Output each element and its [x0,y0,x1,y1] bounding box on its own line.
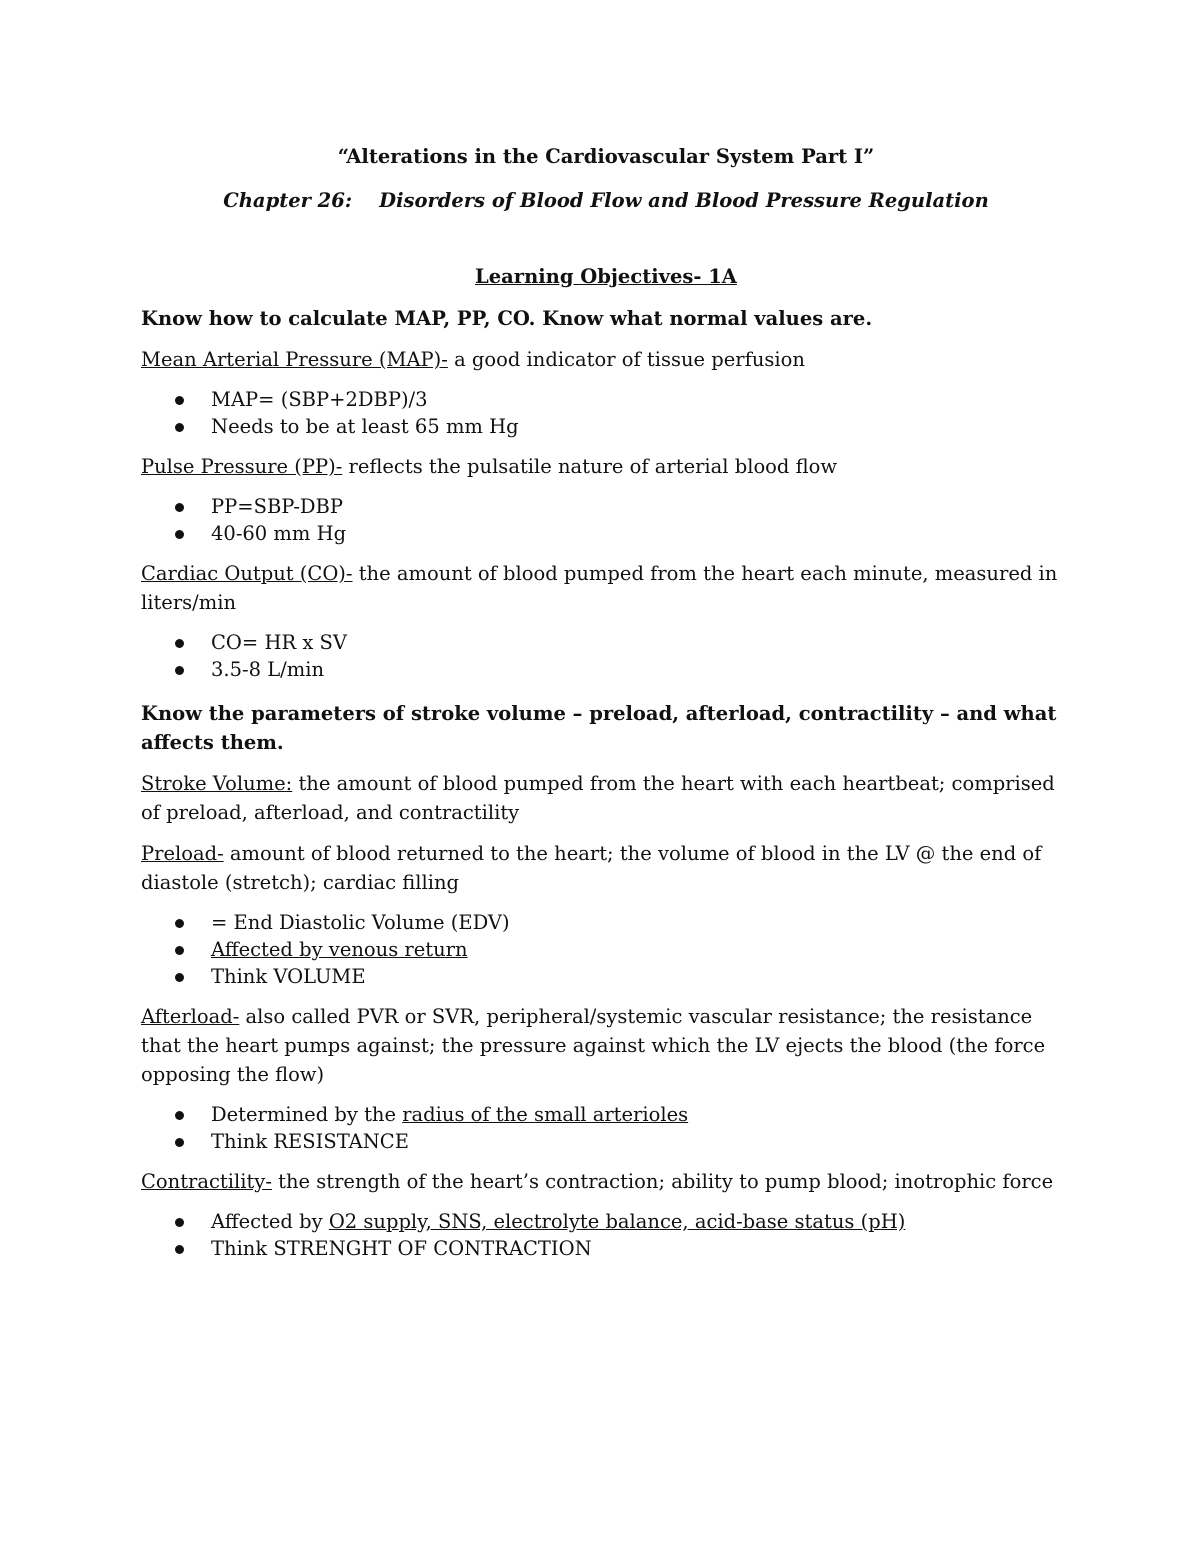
contractility-text: the strength of the heart’s contraction; ability to pump blood; inotrophic force [271,1170,1054,1193]
bullet-underlined-text: O2 supply, SNS, electrolyte balance, acid-base status (pH) [328,1210,906,1233]
list-item [141,936,1071,963]
pp-text: reflects the pulsatile nature of arterial blood flow [342,455,838,478]
co-text: the amount of blood pumped from the heart each minute, measured in liters/min [141,562,1058,614]
bullet-icon [175,530,184,539]
chapter-heading: Chapter 26: Disorders of Blood Flow and Blood Pressure Regulation [223,189,989,212]
list-item [141,963,1071,990]
pp-term: Pulse Pressure (PP)- [141,455,343,478]
bullet-text: PP=SBP-DBP [211,495,343,518]
contractility-term: Contractility- [141,1170,272,1193]
list-item [141,656,1071,683]
stroke-volume-definition [141,769,1071,827]
list-item [141,629,1071,656]
bullet-text: 40-60 mm Hg [211,522,347,545]
bullet-text: Needs to be at least 65 mm Hg [211,415,519,438]
learning-objectives-heading: Learning Objectives- 1A [475,265,737,288]
co-definition [141,559,1071,617]
map-definition [141,345,1071,374]
list-item [141,909,1071,936]
document-title: “Alterations in the Cardiovascular System Part I” [337,145,875,168]
preload-term: Preload- [141,842,224,865]
bullet-text: = End Diastolic Volume (EDV) [211,911,510,934]
bullet-icon [175,919,184,928]
list-item [141,413,1071,440]
afterload-definition [141,1002,1071,1089]
bullet-icon [175,666,184,675]
stroke-volume-text: the amount of blood pumped from the heart with each heartbeat; comprised of preload, afterload, and contractility [141,772,1055,824]
bullet-icon [175,503,184,512]
afterload-bullet-list [141,1101,1071,1155]
afterload-text: also called PVR or SVR, peripheral/systemic vascular resistance; the resistance that the heart pumps against; the pressure against which the LV ejects the blood (the force opposing the flow) [141,1005,1046,1086]
objective-question-1: Know how to calculate MAP, PP, CO. Know what normal values are. [141,307,873,330]
bullet-text: Think STRENGHT OF CONTRACTION [211,1237,592,1260]
preload-bullet-list [141,909,1071,990]
preload-text: amount of blood returned to the heart; the volume of blood in the LV @ the end of diastole (stretch); cardiac filling [141,842,1042,894]
bullet-text: Determined by the [211,1103,403,1126]
preload-definition [141,839,1071,897]
bullet-icon [175,639,184,648]
list-item [141,1235,1071,1262]
bullet-text: 3.5-8 L/min [211,658,325,681]
co-term: Cardiac Output (CO)- [141,562,353,585]
stroke-volume-term: Stroke Volume: [141,772,293,795]
list-item [141,1128,1071,1155]
list-item [141,1101,1071,1128]
bullet-text: Think VOLUME [211,965,366,988]
bullet-text: CO= HR x SV [211,631,347,654]
bullet-icon [175,946,184,955]
bullet-text: Affected by venous return [211,938,468,961]
map-term: Mean Arterial Pressure (MAP)- [141,348,448,371]
bullet-icon [175,1138,184,1147]
bullet-text: MAP= (SBP+2DBP)/3 [211,388,428,411]
bullet-icon [175,1111,184,1120]
bullet-icon [175,1218,184,1227]
map-bullet-list [141,386,1071,440]
document-page [141,140,1071,1262]
co-bullet-list [141,629,1071,683]
pp-definition [141,452,1071,481]
bullet-icon [175,1245,184,1254]
bullet-text: Affected by [211,1210,329,1233]
bullet-underlined-text: radius of the small arterioles [402,1103,689,1126]
bullet-text: Think RESISTANCE [211,1130,409,1153]
bullet-icon [175,973,184,982]
list-item [141,386,1071,413]
contractility-definition [141,1167,1071,1196]
map-text: a good indicator of tissue perfusion [447,348,805,371]
bullet-icon [175,423,184,432]
objective-question-2: Know the parameters of stroke volume – preload, afterload, contractility – and what affects them. [141,702,1057,754]
bullet-icon [175,396,184,405]
list-item [141,493,1071,520]
list-item [141,1208,1071,1235]
list-item [141,520,1071,547]
contractility-bullet-list [141,1208,1071,1262]
pp-bullet-list [141,493,1071,547]
afterload-term: Afterload- [141,1005,240,1028]
